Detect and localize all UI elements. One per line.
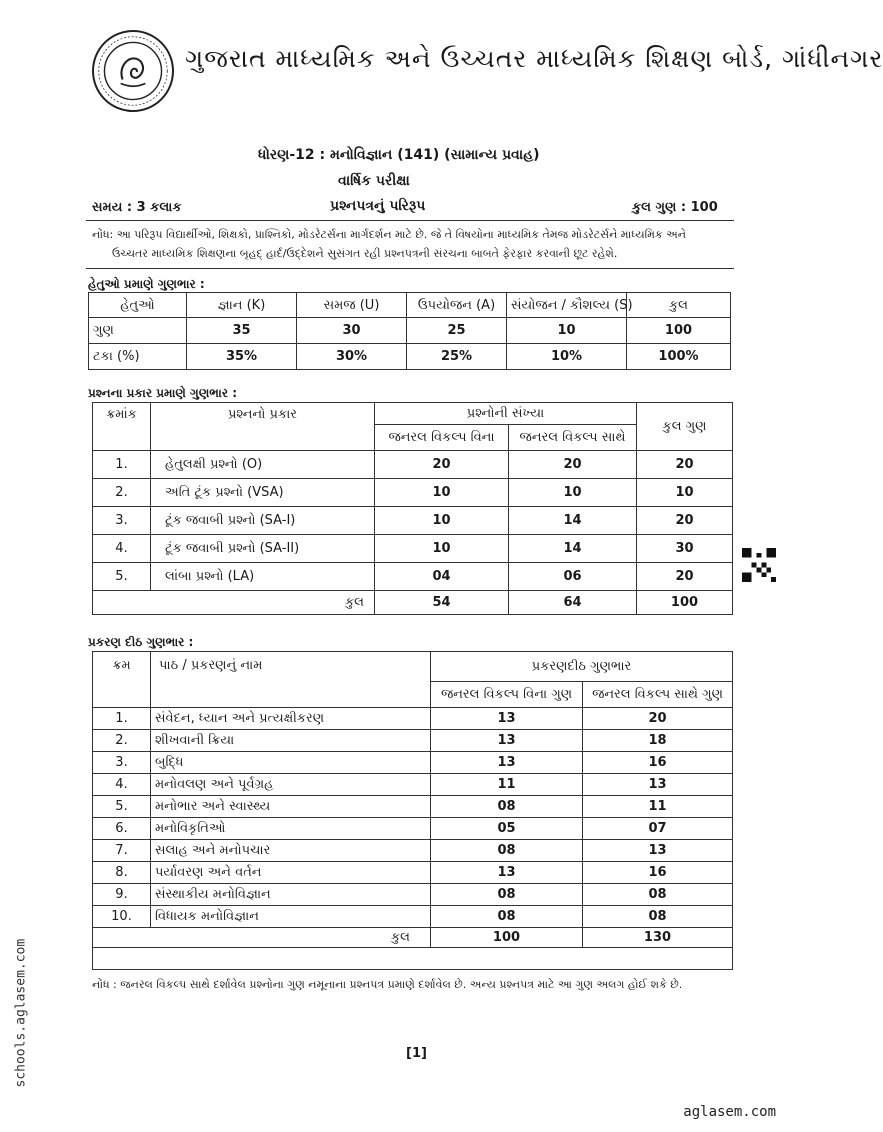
table-cell: 4. [93, 535, 151, 563]
subject-line: ધોરણ-12 : મનોવિજ્ઞાન (141) (સામાન્ય પ્રવાહ) [258, 147, 540, 163]
table-cell: સંવેદન, ધ્યાન અને પ્રત્યક્ષીકરણ [151, 708, 431, 730]
table-row [93, 708, 733, 730]
header-serial: ક્રમ [93, 652, 151, 708]
table-row [89, 344, 731, 370]
header-serial: ક્રમાંક [93, 403, 151, 451]
table-cell: 20 [637, 563, 733, 591]
table-row [93, 563, 733, 591]
header-chapter-name: પાઠ / પ્રકરણનું નામ [151, 652, 431, 708]
header-with-option: જનરલ વિકલ્પ સાથે [509, 425, 637, 451]
table-cell: 6. [93, 818, 151, 840]
header-question-count: પ્રશ્નોની સંખ્યા [375, 403, 637, 425]
table-cell: 13 [431, 708, 583, 730]
table-row [93, 862, 733, 884]
table-cell: 3. [93, 752, 151, 774]
table-cell: ટૂંક જવાબી પ્રશ્નો (SA-I) [151, 507, 375, 535]
header-divider [86, 220, 734, 221]
table-cell: મનોભાર અને સ્વાસ્થ્ય [151, 796, 431, 818]
table-cell: અતિ ટૂંક પ્રશ્નો (VSA) [151, 479, 375, 507]
table-cell: 2. [93, 730, 151, 752]
question-types-heading: પ્રશ્નના પ્રકાર પ્રમાણે ગુણભાર : [88, 386, 237, 400]
table-cell: 35% [187, 344, 297, 370]
side-watermark [6, 938, 29, 1090]
table-cell: 7. [93, 840, 151, 862]
table-cell: 3. [93, 507, 151, 535]
table-row [93, 752, 733, 774]
table-cell: 25 [407, 318, 507, 344]
table-cell: 10. [93, 906, 151, 928]
table-row [93, 906, 733, 928]
table-row [93, 507, 733, 535]
table-row [93, 730, 733, 752]
table-cell: 100% [627, 344, 731, 370]
total-row [93, 591, 733, 615]
table-cell: 08 [431, 796, 583, 818]
objectives-header-row [89, 293, 731, 318]
table-cell: 13 [583, 840, 733, 862]
table-cell: 9. [93, 884, 151, 906]
exam-time: સમય : 3 કલાક [92, 200, 182, 215]
blank-cell [93, 948, 733, 970]
table-cell: 5. [93, 796, 151, 818]
table-cell: 13 [431, 862, 583, 884]
question-types-header-row [93, 403, 733, 425]
table-cell: 10 [637, 479, 733, 507]
table-cell: 14 [509, 535, 637, 563]
table-cell: 11 [583, 796, 733, 818]
table-cell: બુદ્ધિ [151, 752, 431, 774]
table-cell: 8. [93, 862, 151, 884]
table-cell: 1. [93, 708, 151, 730]
table-cell: 35 [187, 318, 297, 344]
table-cell: 10% [507, 344, 627, 370]
table-cell: 05 [431, 818, 583, 840]
table-row [93, 535, 733, 563]
exam-name: વાર્ષિક પરીક્ષા [338, 173, 410, 189]
table-cell: 20 [375, 451, 509, 479]
objectives-header-cell: સમજ (U) [297, 293, 407, 318]
table-cell: મનોવલણ અને પૂર્વગ્રહ [151, 774, 431, 796]
table-cell: 20 [583, 708, 733, 730]
total-row [93, 928, 733, 948]
table-cell: 13 [583, 774, 733, 796]
table-cell: 100 [431, 928, 583, 948]
table-cell: 30 [637, 535, 733, 563]
chapters-heading: પ્રકરણ દીઠ ગુણભાર : [88, 635, 194, 649]
note-line-2: ઉચ્ચતર માધ્યમિક શિક્ષણના બૃહદ્‌ હાર્દ/ઉદ્દેશને સુસંગત રહી પ્રશ્નપત્રની સંરચના બાબતે ફેરફાર કરવાની છૂટ રહેશે. [112, 247, 618, 260]
blueprint-title: પ્રશ્નપત્રનું પરિરૂપ [330, 198, 426, 214]
table-row [93, 840, 733, 862]
question-types-table [92, 402, 733, 615]
table-cell: 25% [407, 344, 507, 370]
table-cell: 2. [93, 479, 151, 507]
table-cell: 11 [431, 774, 583, 796]
note-divider [86, 268, 734, 269]
table-row [93, 479, 733, 507]
total-marks: કુલ ગુણ : 100 [632, 200, 718, 215]
table-cell: ગુણ [89, 318, 187, 344]
board-logo [92, 30, 174, 112]
table-cell: 100 [637, 591, 733, 615]
table-cell: સલાહ અને મનોપચાર [151, 840, 431, 862]
total-label: કુલ [93, 591, 375, 615]
chapters-table [92, 651, 733, 970]
table-row [93, 818, 733, 840]
table-cell: 54 [375, 591, 509, 615]
table-cell: 5. [93, 563, 151, 591]
objectives-header-cell: જ્ઞાન (K) [187, 293, 297, 318]
page-number: [1] [406, 1046, 427, 1061]
header-question-type: પ્રશ્નનો પ્રકાર [151, 403, 375, 451]
table-cell: મનોવિકૃતિઓ [151, 818, 431, 840]
table-cell: શીખવાની ક્રિયા [151, 730, 431, 752]
table-cell: ટૂંક જવાબી પ્રશ્નો (SA-II) [151, 535, 375, 563]
table-cell: 16 [583, 752, 733, 774]
header-chapter-weight: પ્રકરણદીઠ ગુણભાર [431, 652, 733, 682]
table-row [93, 796, 733, 818]
table-cell: ટકા (%) [89, 344, 187, 370]
table-cell: 20 [509, 451, 637, 479]
table-cell: સંસ્થાકીય મનોવિજ્ઞાન [151, 884, 431, 906]
table-cell: હેતુલક્ષી પ્રશ્નો (O) [151, 451, 375, 479]
table-cell: 10 [375, 507, 509, 535]
objectives-header-cell: સંયોજન / કૌશલ્ય (S) [507, 293, 627, 318]
table-cell: 18 [583, 730, 733, 752]
table-cell: 08 [431, 840, 583, 862]
table-cell: 100 [627, 318, 731, 344]
table-cell: 130 [583, 928, 733, 948]
table-cell: 10 [507, 318, 627, 344]
header-without-option: જનરલ વિકલ્પ વિના [375, 425, 509, 451]
table-cell: 10 [509, 479, 637, 507]
objectives-heading: હેતુઓ પ્રમાણે ગુણભાર : [88, 277, 205, 291]
table-cell: 20 [637, 507, 733, 535]
qr-code [742, 548, 776, 582]
total-label: કુલ [93, 928, 431, 948]
table-cell: 07 [583, 818, 733, 840]
table-cell: 04 [375, 563, 509, 591]
blank-row [93, 948, 733, 970]
table-cell: લાંબા પ્રશ્નો (LA) [151, 563, 375, 591]
table-cell: 13 [431, 752, 583, 774]
table-cell: 30 [297, 318, 407, 344]
table-cell: 08 [431, 906, 583, 928]
table-cell: 64 [509, 591, 637, 615]
table-row [93, 884, 733, 906]
table-cell: 08 [583, 906, 733, 928]
objectives-header-cell: ઉપયોજન (A) [407, 293, 507, 318]
footnote: નોંધ : જનરલ વિકલ્પ સાથે દર્શાવેલ પ્રશ્નોના ગુણ નમૂનાના પ્રશ્નપત્ર પ્રમાણે દર્શાવેલ છે. અન્ય પ્રશ્નપત્ર માટે આ ગુણ અલગ હોઈ શકે છે. [92, 978, 683, 991]
header-with-option-marks: જનરલ વિકલ્પ સાથે ગુણ [583, 682, 733, 708]
table-cell: 08 [583, 884, 733, 906]
table-cell: 4. [93, 774, 151, 796]
table-cell: 16 [583, 862, 733, 884]
side-watermark-text: schools.aglasem.com [13, 938, 29, 1088]
table-row [89, 318, 731, 344]
table-cell: 10 [375, 535, 509, 563]
table-cell: 30% [297, 344, 407, 370]
table-cell: 1. [93, 451, 151, 479]
footer-watermark: aglasem.com [683, 1104, 776, 1120]
table-cell: 06 [509, 563, 637, 591]
table-row [93, 451, 733, 479]
table-cell: 14 [509, 507, 637, 535]
note-line-1: નોંધ: આ પરિરૂપ વિદ્યાર્થીઓ, શિક્ષકો, પ્રાશ્નિકો, મોડરેટર્સના માર્ગદર્શન માટે છે. જે તે વિષયોના માધ્યમિક તેમજ મોડરેટર્સને માધ્યમિક અને [92, 228, 686, 241]
objectives-header-cell: હેતુઓ [89, 293, 187, 318]
table-cell: 13 [431, 730, 583, 752]
header-total-marks: કુલ ગુણ [637, 403, 733, 451]
header-without-option-marks: જનરલ વિકલ્પ વિના ગુણ [431, 682, 583, 708]
table-cell: પર્યાવરણ અને વર્તન [151, 862, 431, 884]
table-cell: 10 [375, 479, 509, 507]
table-cell: 08 [431, 884, 583, 906]
objectives-table [88, 292, 731, 370]
table-cell: 20 [637, 451, 733, 479]
table-cell: વિધાયક મનોવિજ્ઞાન [151, 906, 431, 928]
chapters-header-row [93, 652, 733, 682]
board-title: ગુજરાત માધ્યમિક અને ઉચ્ચતર માધ્યમિક શિક્ષણ બોર્ડ, ગાંધીનગર [185, 44, 883, 73]
table-row [93, 774, 733, 796]
objectives-header-cell: કુલ [627, 293, 731, 318]
